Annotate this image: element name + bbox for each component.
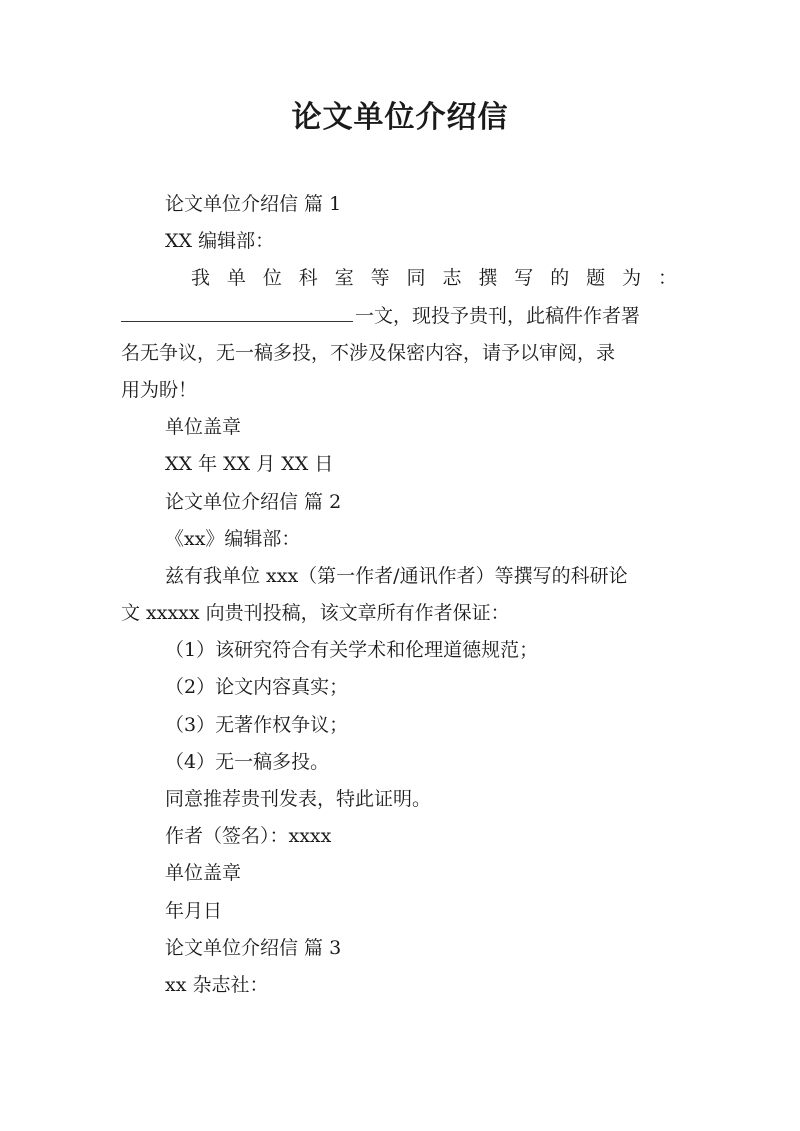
body-line: 用为盼！ bbox=[121, 378, 198, 401]
body-line-blank bbox=[121, 298, 677, 335]
body-char: 等 bbox=[370, 267, 390, 290]
document-body bbox=[121, 186, 677, 1004]
author-signature: 作者（签名）：xxxx bbox=[165, 825, 332, 848]
fill-in-blank bbox=[121, 301, 353, 322]
body-char: 写 bbox=[514, 267, 534, 290]
body-char: 我 bbox=[191, 267, 211, 290]
body-line-spaced bbox=[121, 260, 677, 297]
section-heading-1: 论文单位介绍信 篇 1 bbox=[165, 193, 342, 215]
body-line: 兹有我单位 xxx（第一作者/通讯作者）等撰写的科研论 bbox=[165, 564, 628, 587]
list-item: （1）该研究符合有关学术和伦理道德规范； bbox=[165, 639, 539, 662]
body-text: 一文，现投予贵刊，此稿件作者署 bbox=[355, 304, 641, 327]
body-char: 为 bbox=[622, 267, 642, 290]
body-line: 名无争议，无一稿多投，不涉及保密内容，请予以审阅，录 bbox=[121, 341, 616, 364]
body-char: 科 bbox=[298, 267, 318, 290]
date-2: 年月日 bbox=[165, 899, 223, 922]
list-item: （4）无一稿多投。 bbox=[165, 750, 330, 773]
stamp-label-2: 单位盖章 bbox=[165, 862, 242, 885]
section-heading-2: 论文单位介绍信 篇 2 bbox=[165, 490, 342, 513]
date-1: XX 年 XX 月 XX 日 bbox=[165, 453, 334, 476]
section-heading-3: 论文单位介绍信 篇 3 bbox=[165, 936, 342, 959]
salutation-1: XX 编辑部： bbox=[165, 230, 275, 253]
body-char: 室 bbox=[334, 267, 354, 290]
body-char: 单 bbox=[226, 267, 246, 290]
body-char: 的 bbox=[550, 267, 570, 290]
body-char: 题 bbox=[586, 267, 606, 290]
body-char: 位 bbox=[262, 267, 282, 290]
body-char: 志 bbox=[442, 267, 462, 290]
body-line: 文 xxxxx 向贵刊投稿，该文章所有作者保证： bbox=[121, 602, 510, 625]
body-char: 同 bbox=[406, 267, 426, 290]
list-item: （2）论文内容真实； bbox=[165, 676, 349, 699]
body-char: ： bbox=[657, 267, 677, 290]
body-char: 撰 bbox=[478, 267, 498, 290]
salutation-2: 《xx》编辑部： bbox=[165, 527, 301, 550]
stamp-label-1: 单位盖章 bbox=[165, 416, 242, 439]
list-item: （3）无著作权争议； bbox=[165, 713, 349, 736]
salutation-3: xx 杂志社： bbox=[165, 973, 269, 996]
recommend-text: 同意推荐贵刊发表，特此证明。 bbox=[165, 788, 432, 810]
document-title: 论文单位介绍信 bbox=[291, 100, 509, 135]
